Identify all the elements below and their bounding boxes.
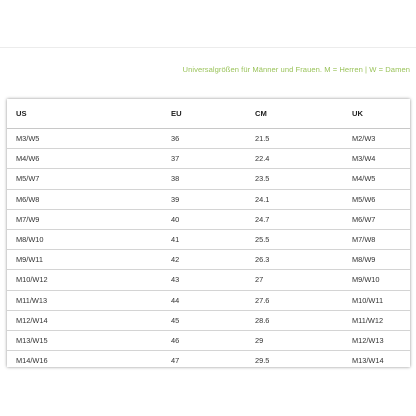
cell-eu: 45 [162, 310, 246, 330]
cell-us: M14/W16 [16, 356, 48, 366]
size-note: Universalgrößen für Männer und Frauen. M = Herren | W = Damen [182, 65, 410, 74]
top-divider [0, 47, 416, 48]
table-body [7, 129, 410, 371]
table-row [7, 270, 410, 290]
cell-us: M10/W12 [7, 270, 162, 290]
cell-eu: 44 [162, 290, 246, 310]
table-row [7, 229, 410, 249]
cell-cm: 27 [246, 270, 343, 290]
cell-uk: M8/W9 [343, 250, 410, 270]
cell-eu: 36 [162, 129, 246, 149]
cell-us: M9/W11 [7, 250, 162, 270]
cell-eu: 47 [171, 356, 180, 366]
table-row [7, 169, 410, 189]
cell-us: M6/W8 [7, 189, 162, 209]
cell-cm: 22.4 [246, 149, 343, 169]
table-row [7, 310, 410, 330]
table-row [7, 209, 410, 229]
cell-us: M8/W10 [7, 229, 162, 249]
cell-us: M3/W5 [7, 129, 162, 149]
cell-us: M11/W13 [7, 290, 162, 310]
header-eu: EU [162, 99, 246, 129]
table-row [7, 351, 410, 371]
cell-uk: M10/W11 [343, 290, 410, 310]
header-cm: CM [246, 99, 343, 129]
cell-eu: 43 [162, 270, 246, 290]
cell-eu: 42 [162, 250, 246, 270]
cell-uk: M13/W14 [352, 356, 384, 366]
table-row [7, 250, 410, 270]
table-row [7, 330, 410, 350]
cell-cm: 28.6 [246, 310, 343, 330]
cell-us: M13/W15 [7, 330, 162, 350]
cell-cm: 21.5 [246, 129, 343, 149]
cell-eu: 41 [162, 229, 246, 249]
cell-us: M5/W7 [7, 169, 162, 189]
cell-us: M12/W14 [7, 310, 162, 330]
cell-eu: 37 [162, 149, 246, 169]
table-row [7, 189, 410, 209]
cell-eu: 39 [162, 189, 246, 209]
cell-uk: M6/W7 [343, 209, 410, 229]
table-row [7, 149, 410, 169]
cell-cm: 23.5 [246, 169, 343, 189]
cell-cm: 29 [246, 330, 343, 350]
cell-uk: M7/W8 [343, 229, 410, 249]
table-row [7, 290, 410, 310]
size-table-container [7, 99, 410, 367]
table-row [7, 129, 410, 149]
cell-uk: M2/W3 [343, 129, 410, 149]
table-header-row [7, 99, 410, 129]
cell-cm: 27.6 [246, 290, 343, 310]
cell-us: M7/W9 [7, 209, 162, 229]
cell-eu: 38 [162, 169, 246, 189]
cell-eu: 40 [162, 209, 246, 229]
cell-eu: 46 [162, 330, 246, 350]
cell-us: M4/W6 [7, 149, 162, 169]
cell-cm: 24.7 [246, 209, 343, 229]
size-table [7, 99, 410, 370]
cell-uk: M11/W12 [343, 310, 410, 330]
cell-uk: M9/W10 [343, 270, 410, 290]
cell-uk: M4/W5 [343, 169, 410, 189]
header-uk: UK [343, 99, 410, 129]
header-us: US [7, 99, 162, 129]
cell-cm: 26.3 [246, 250, 343, 270]
cell-cm: 24.1 [246, 189, 343, 209]
cell-uk: M5/W6 [343, 189, 410, 209]
cell-cm: 25.5 [246, 229, 343, 249]
cell-uk: M3/W4 [343, 149, 410, 169]
cell-cm: 29.5 [255, 356, 270, 366]
cell-uk: M12/W13 [343, 330, 410, 350]
